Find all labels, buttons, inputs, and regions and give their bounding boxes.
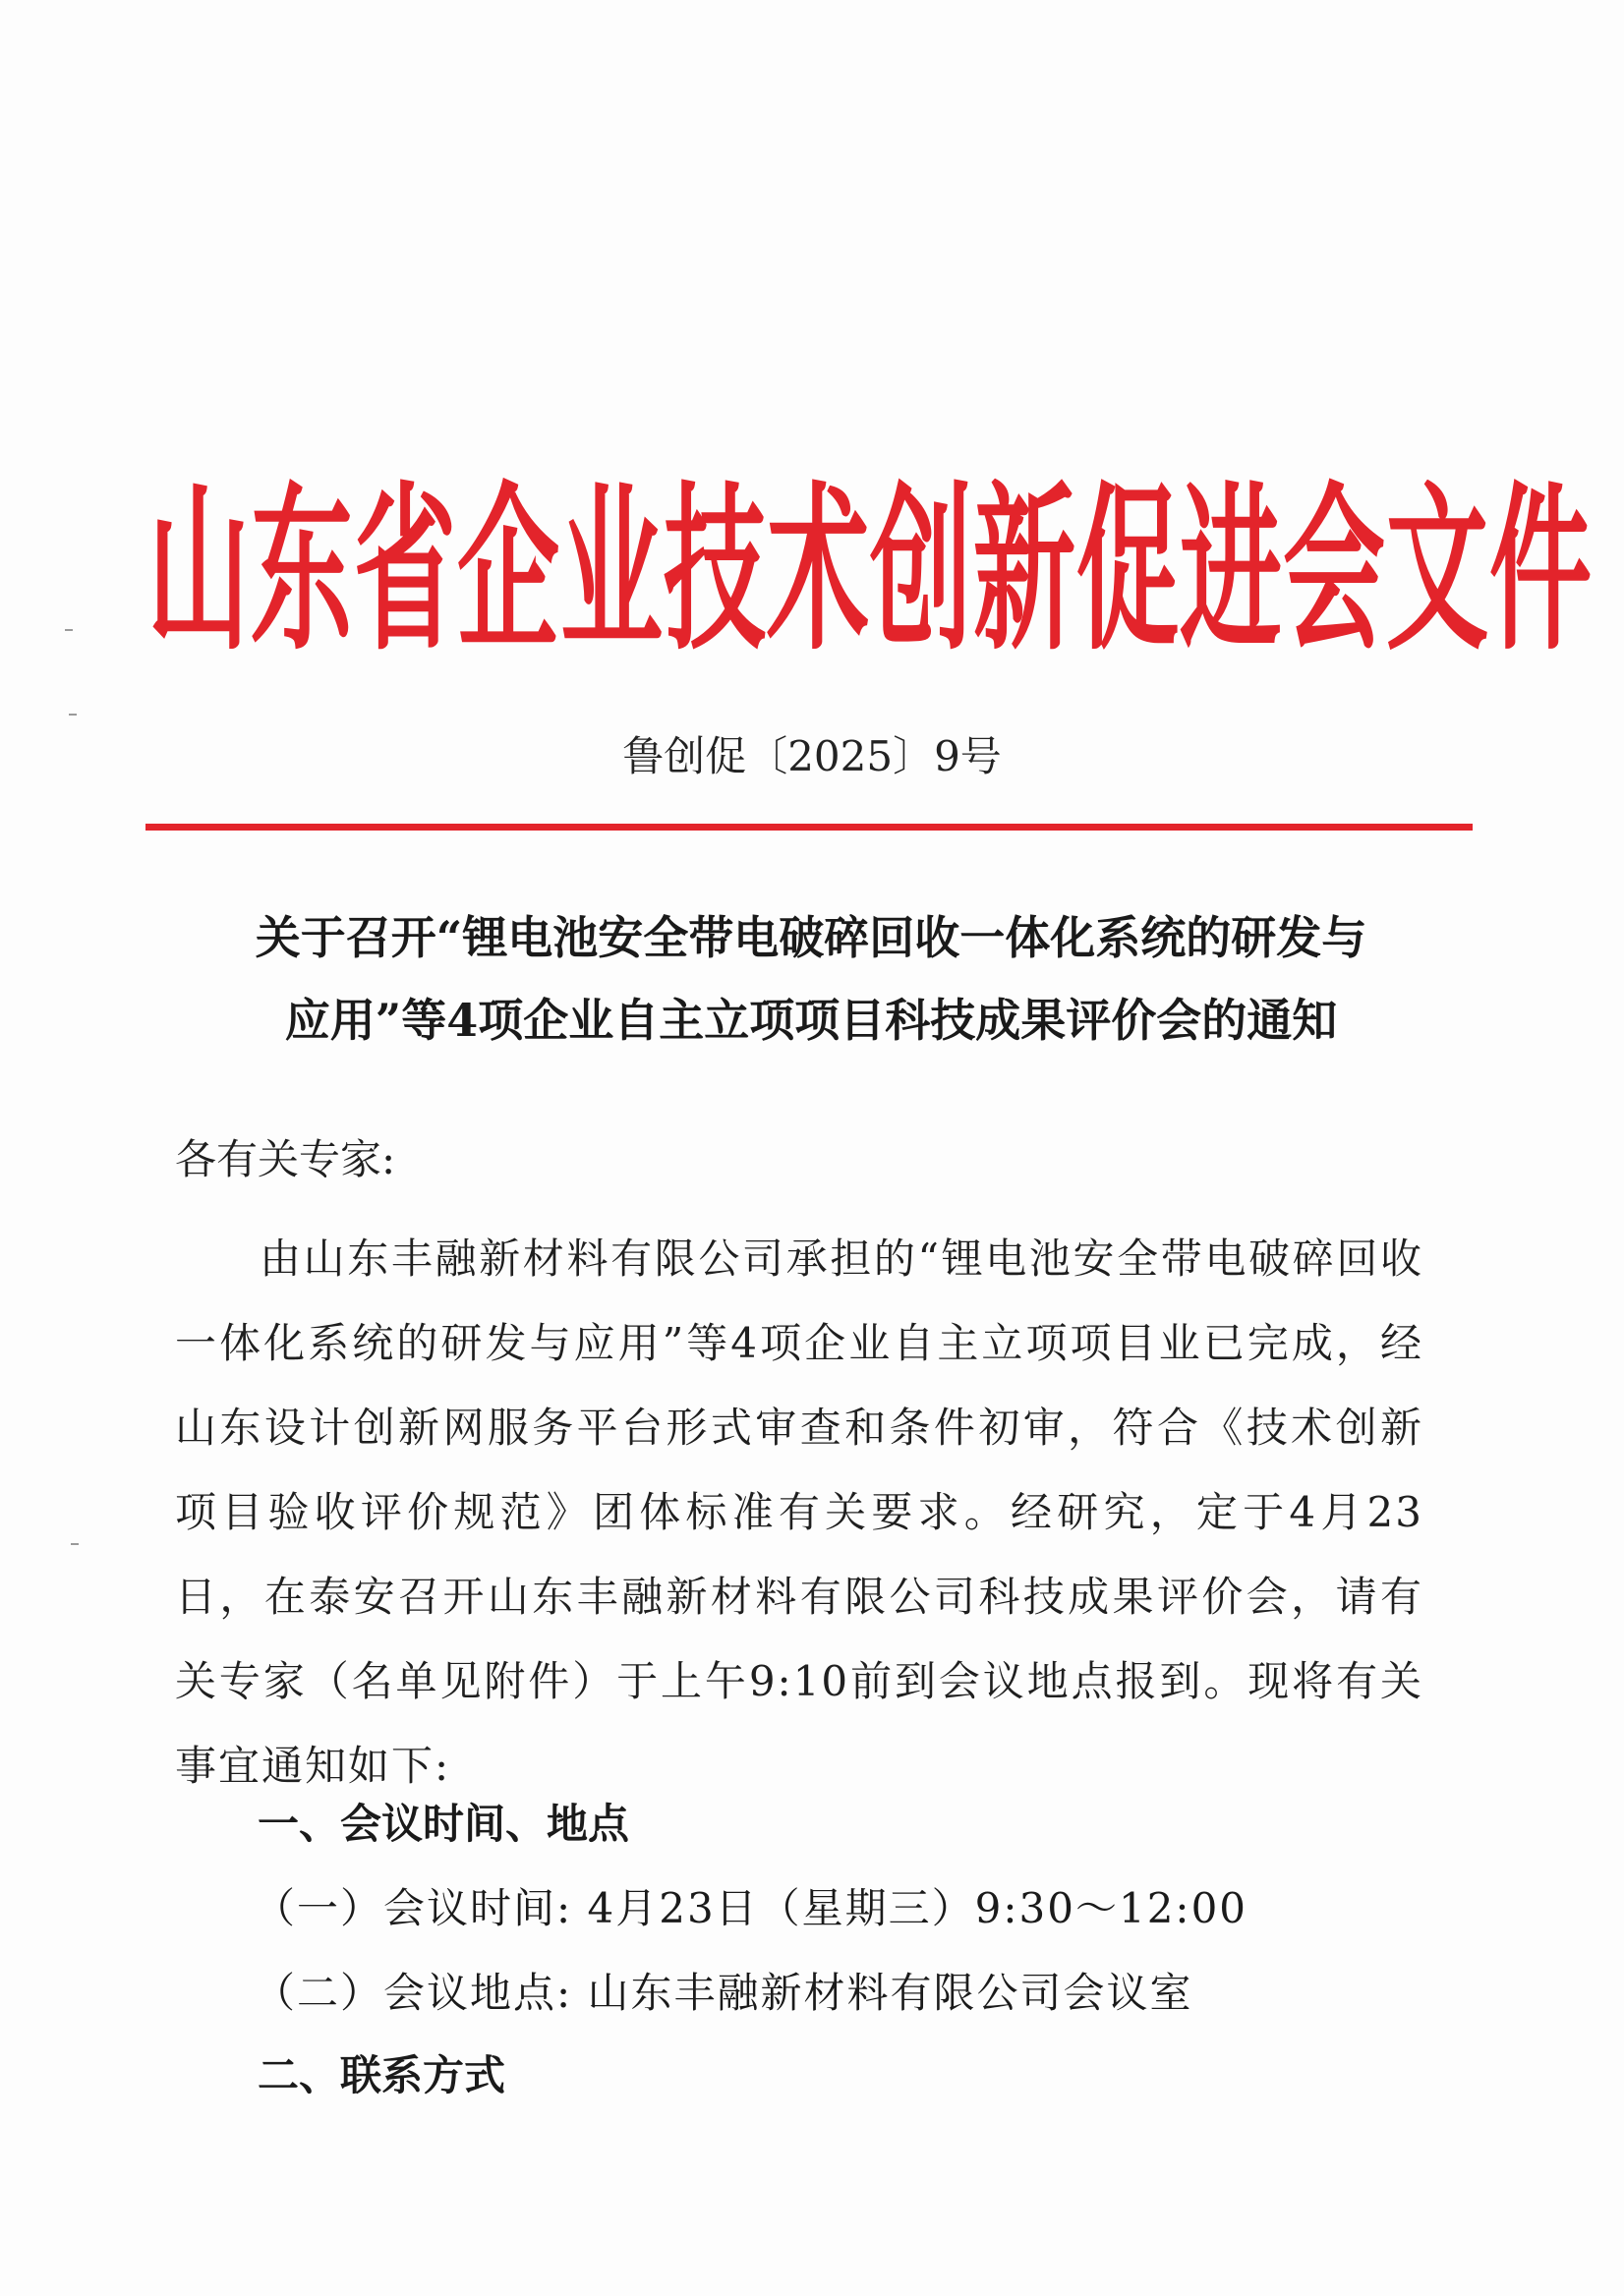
body-paragraph: 由山东丰融新材料有限公司承担的“锂电池安全带电破碎回收一体化系统的研发与应用”等4项企业自主立项项目业已完成，经山东设计创新网服务平台形式审查和条件初审，符合《技术创新项目验收评价规范》团体标准有关要求。经研究，定于4月23日，在泰安召开山东丰融新材料有限公司科技成果评价会，请有关专家（名单见附件）于上午9:10前到会议地点报到。现将有关事宜通知如下: — [175, 1234, 1423, 1790]
notice-body — [175, 1132, 1423, 1808]
salutation: 各有关专家: — [175, 1135, 396, 1183]
title-line-2: 应用”等4项企业自主立项项目科技成果评价会的通知 — [284, 994, 1338, 1047]
title-line-1: 关于召开“锂电池安全带电破碎回收一体化系统的研发与 — [255, 911, 1367, 964]
scan-speck — [69, 714, 77, 716]
scan-speck — [65, 629, 73, 631]
red-divider-line — [145, 824, 1473, 831]
meeting-location: （二）会议地点: 山东丰融新材料有限公司会议室 — [254, 1969, 1193, 2017]
masthead — [147, 442, 1594, 698]
document-number: 鲁创促〔2025〕9号 — [622, 732, 1002, 780]
meeting-time: （一）会议时间: 4月23日（星期三）9:30～12:00 — [254, 1884, 1248, 1932]
section-heading-2: 二、联系方式 — [258, 2051, 506, 2099]
scan-speck — [71, 1543, 79, 1545]
masthead-text: 山东省企业技术创新促进会文件 — [147, 463, 1594, 675]
notice-title — [147, 896, 1475, 1062]
section-heading-1: 一、会议时间、地点 — [258, 1800, 630, 1848]
